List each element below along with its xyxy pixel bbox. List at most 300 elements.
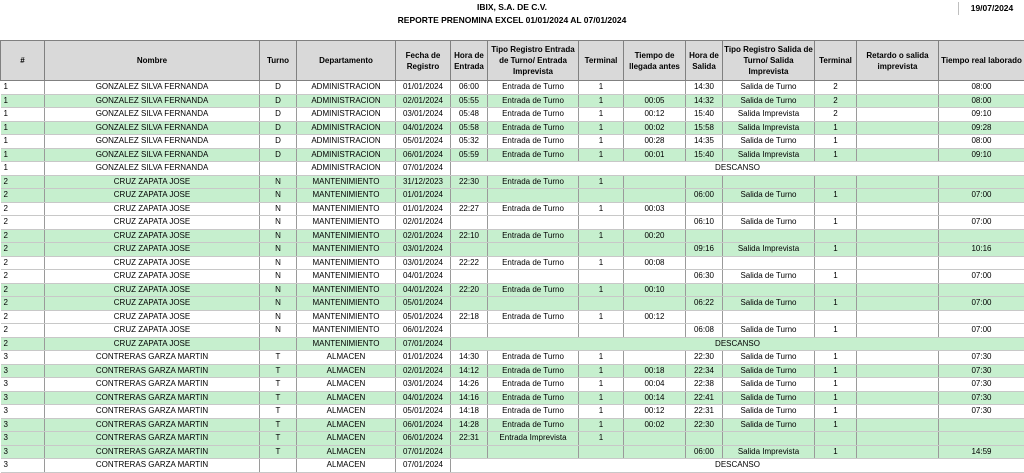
table-cell[interactable]: Salida Imprevista xyxy=(723,121,815,135)
table-cell[interactable]: 07/01/2024 xyxy=(396,459,451,473)
table-cell[interactable]: 1 xyxy=(579,135,624,149)
table-cell[interactable]: 07:00 xyxy=(939,324,1024,338)
table-cell[interactable]: 22:31 xyxy=(686,405,723,419)
table-cell[interactable]: 1 xyxy=(1,108,45,122)
table-cell[interactable]: 05:32 xyxy=(451,135,488,149)
table-cell[interactable]: 1 xyxy=(815,391,857,405)
table-cell[interactable]: 09:10 xyxy=(939,148,1024,162)
table-cell[interactable] xyxy=(939,229,1024,243)
table-cell[interactable]: 07:30 xyxy=(939,351,1024,365)
table-cell[interactable]: D xyxy=(260,121,297,135)
table-cell[interactable]: N xyxy=(260,324,297,338)
table-cell[interactable]: CRUZ ZAPATA JOSE xyxy=(45,256,260,270)
table-cell[interactable]: CRUZ ZAPATA JOSE xyxy=(45,216,260,230)
table-cell[interactable]: N xyxy=(260,256,297,270)
table-cell[interactable]: Salida de Turno xyxy=(723,378,815,392)
column-header[interactable]: Terminal xyxy=(579,41,624,81)
table-cell[interactable]: D xyxy=(260,148,297,162)
table-cell[interactable]: 1 xyxy=(579,310,624,324)
table-cell[interactable]: 03/01/2024 xyxy=(396,378,451,392)
table-cell[interactable]: MANTENIMIENTO xyxy=(297,337,396,351)
table-cell[interactable]: N xyxy=(260,202,297,216)
table-cell[interactable]: N xyxy=(260,310,297,324)
table-cell[interactable]: 3 xyxy=(1,351,45,365)
table-cell[interactable] xyxy=(857,391,939,405)
table-cell[interactable]: 1 xyxy=(579,108,624,122)
table-cell[interactable]: CONTRERAS GARZA MARTIN xyxy=(45,405,260,419)
column-header[interactable]: Turno xyxy=(260,41,297,81)
table-cell[interactable]: 14:32 xyxy=(686,94,723,108)
table-cell[interactable] xyxy=(451,324,488,338)
table-cell[interactable]: 15:40 xyxy=(686,108,723,122)
table-cell[interactable]: 2 xyxy=(1,270,45,284)
table-cell[interactable]: GONZALEZ SILVA FERNANDA xyxy=(45,121,260,135)
table-cell[interactable]: 07:00 xyxy=(939,270,1024,284)
table-cell[interactable] xyxy=(939,432,1024,446)
column-header[interactable]: # xyxy=(1,41,45,81)
table-cell[interactable]: 07/01/2024 xyxy=(396,445,451,459)
table-cell[interactable]: CONTRERAS GARZA MARTIN xyxy=(45,391,260,405)
table-cell[interactable]: Entrada de Turno xyxy=(488,310,579,324)
table-cell[interactable]: 1 xyxy=(815,189,857,203)
table-cell[interactable]: CRUZ ZAPATA JOSE xyxy=(45,202,260,216)
table-cell[interactable]: N xyxy=(260,297,297,311)
table-cell[interactable]: 1 xyxy=(815,243,857,257)
table-cell[interactable]: CRUZ ZAPATA JOSE xyxy=(45,310,260,324)
table-cell[interactable]: 03/01/2024 xyxy=(396,243,451,257)
table-cell[interactable]: Entrada de Turno xyxy=(488,256,579,270)
table-cell[interactable]: Salida Imprevista xyxy=(723,445,815,459)
table-cell[interactable]: 2 xyxy=(1,310,45,324)
table-cell[interactable]: 2 xyxy=(1,283,45,297)
table-cell[interactable] xyxy=(723,256,815,270)
table-cell[interactable]: T xyxy=(260,351,297,365)
table-cell[interactable]: ALMACEN xyxy=(297,432,396,446)
table-cell[interactable]: 2 xyxy=(1,216,45,230)
table-cell[interactable]: GONZALEZ SILVA FERNANDA xyxy=(45,148,260,162)
table-cell[interactable]: 06/01/2024 xyxy=(396,324,451,338)
table-cell[interactable]: 2 xyxy=(1,202,45,216)
table-cell[interactable]: 1 xyxy=(579,418,624,432)
table-cell[interactable]: 1 xyxy=(579,391,624,405)
table-cell[interactable]: 1 xyxy=(1,162,45,176)
table-cell[interactable]: 1 xyxy=(815,216,857,230)
table-cell[interactable]: CRUZ ZAPATA JOSE xyxy=(45,175,260,189)
table-cell[interactable]: T xyxy=(260,364,297,378)
table-cell[interactable]: D xyxy=(260,81,297,95)
table-cell[interactable]: CRUZ ZAPATA JOSE xyxy=(45,297,260,311)
table-cell[interactable] xyxy=(857,364,939,378)
table-cell[interactable] xyxy=(260,337,297,351)
table-cell[interactable]: 14:30 xyxy=(451,351,488,365)
table-cell[interactable]: D xyxy=(260,108,297,122)
table-cell[interactable]: 1 xyxy=(579,405,624,419)
table-cell[interactable]: 3 xyxy=(1,418,45,432)
table-cell[interactable] xyxy=(857,256,939,270)
table-cell[interactable]: 2 xyxy=(1,189,45,203)
table-cell[interactable]: Salida Imprevista xyxy=(723,108,815,122)
table-cell[interactable] xyxy=(579,445,624,459)
table-cell[interactable]: Salida de Turno xyxy=(723,364,815,378)
table-cell[interactable] xyxy=(857,229,939,243)
table-cell[interactable]: 06:00 xyxy=(686,445,723,459)
table-cell[interactable] xyxy=(723,229,815,243)
table-cell[interactable]: 1 xyxy=(579,94,624,108)
table-cell[interactable]: 02/01/2024 xyxy=(396,216,451,230)
table-cell[interactable]: CRUZ ZAPATA JOSE xyxy=(45,189,260,203)
table-cell[interactable]: ADMINISTRACION xyxy=(297,81,396,95)
table-cell[interactable]: 1 xyxy=(815,297,857,311)
table-cell[interactable] xyxy=(939,256,1024,270)
column-header[interactable]: Fecha de Registro xyxy=(396,41,451,81)
table-cell[interactable]: 14:59 xyxy=(939,445,1024,459)
table-cell[interactable]: Salida Imprevista xyxy=(723,243,815,257)
table-cell[interactable]: 1 xyxy=(579,121,624,135)
table-cell[interactable]: 1 xyxy=(579,378,624,392)
table-cell[interactable]: 1 xyxy=(579,256,624,270)
table-cell[interactable]: 22:22 xyxy=(451,256,488,270)
table-cell[interactable]: MANTENIMIENTO xyxy=(297,283,396,297)
table-cell[interactable]: D xyxy=(260,135,297,149)
table-cell[interactable] xyxy=(686,283,723,297)
table-cell[interactable] xyxy=(624,324,686,338)
table-cell[interactable]: 3 xyxy=(1,405,45,419)
table-cell[interactable]: Salida de Turno xyxy=(723,418,815,432)
table-cell[interactable]: Entrada de Turno xyxy=(488,135,579,149)
table-cell[interactable]: 1 xyxy=(815,445,857,459)
table-cell[interactable]: Entrada de Turno xyxy=(488,108,579,122)
table-cell[interactable]: 00:14 xyxy=(624,391,686,405)
table-cell[interactable] xyxy=(488,216,579,230)
table-cell[interactable]: 2 xyxy=(1,337,45,351)
table-cell[interactable]: MANTENIMIENTO xyxy=(297,324,396,338)
table-cell[interactable]: Entrada de Turno xyxy=(488,229,579,243)
table-cell[interactable]: 08:00 xyxy=(939,81,1024,95)
table-cell[interactable]: ADMINISTRACION xyxy=(297,121,396,135)
table-cell[interactable]: 06/01/2024 xyxy=(396,418,451,432)
table-cell[interactable]: CRUZ ZAPATA JOSE xyxy=(45,324,260,338)
table-cell[interactable] xyxy=(624,175,686,189)
table-cell[interactable] xyxy=(260,459,297,473)
table-cell[interactable] xyxy=(624,297,686,311)
table-cell[interactable] xyxy=(624,270,686,284)
table-cell[interactable]: Salida de Turno xyxy=(723,351,815,365)
table-cell[interactable] xyxy=(857,297,939,311)
table-cell[interactable] xyxy=(857,135,939,149)
table-cell[interactable] xyxy=(686,310,723,324)
column-header[interactable]: Nombre xyxy=(45,41,260,81)
table-cell[interactable]: 1 xyxy=(1,94,45,108)
table-cell[interactable]: Salida de Turno xyxy=(723,216,815,230)
table-cell[interactable]: 1 xyxy=(579,175,624,189)
table-cell[interactable]: 00:12 xyxy=(624,108,686,122)
table-cell[interactable]: Entrada de Turno xyxy=(488,283,579,297)
table-cell[interactable]: 2 xyxy=(1,243,45,257)
table-cell[interactable]: DESCANSO xyxy=(451,162,1024,176)
table-cell[interactable]: 1 xyxy=(1,135,45,149)
table-cell[interactable]: 07:00 xyxy=(939,216,1024,230)
table-cell[interactable] xyxy=(857,270,939,284)
table-cell[interactable] xyxy=(488,189,579,203)
table-cell[interactable]: 22:18 xyxy=(451,310,488,324)
table-cell[interactable] xyxy=(939,310,1024,324)
table-cell[interactable] xyxy=(939,283,1024,297)
column-header[interactable]: Tipo Registro Entrada de Turno/ Entrada Imprevista xyxy=(488,41,579,81)
table-cell[interactable]: 06:30 xyxy=(686,270,723,284)
table-cell[interactable] xyxy=(451,189,488,203)
table-cell[interactable] xyxy=(579,189,624,203)
table-cell[interactable]: 2 xyxy=(815,81,857,95)
table-cell[interactable] xyxy=(857,432,939,446)
table-cell[interactable]: 1 xyxy=(815,405,857,419)
table-cell[interactable] xyxy=(815,432,857,446)
table-cell[interactable]: 1 xyxy=(579,81,624,95)
table-cell[interactable]: 1 xyxy=(579,202,624,216)
table-cell[interactable] xyxy=(857,81,939,95)
table-cell[interactable]: Salida de Turno xyxy=(723,189,815,203)
table-cell[interactable]: 07:30 xyxy=(939,364,1024,378)
table-cell[interactable]: 22:34 xyxy=(686,364,723,378)
table-cell[interactable]: 2 xyxy=(1,297,45,311)
table-cell[interactable]: GONZALEZ SILVA FERNANDA xyxy=(45,94,260,108)
table-cell[interactable]: 00:12 xyxy=(624,405,686,419)
table-cell[interactable]: 1 xyxy=(815,121,857,135)
table-cell[interactable]: 1 xyxy=(1,81,45,95)
table-cell[interactable]: ADMINISTRACION xyxy=(297,94,396,108)
table-cell[interactable]: Entrada de Turno xyxy=(488,81,579,95)
table-cell[interactable]: Entrada de Turno xyxy=(488,351,579,365)
table-cell[interactable]: Entrada de Turno xyxy=(488,175,579,189)
table-cell[interactable]: ALMACEN xyxy=(297,418,396,432)
table-cell[interactable] xyxy=(857,310,939,324)
table-cell[interactable] xyxy=(579,216,624,230)
table-cell[interactable] xyxy=(857,189,939,203)
table-cell[interactable]: 1 xyxy=(815,148,857,162)
table-cell[interactable]: 15:58 xyxy=(686,121,723,135)
table-cell[interactable] xyxy=(857,108,939,122)
table-cell[interactable]: MANTENIMIENTO xyxy=(297,270,396,284)
table-cell[interactable]: Entrada de Turno xyxy=(488,94,579,108)
table-cell[interactable]: N xyxy=(260,229,297,243)
table-cell[interactable]: 05:55 xyxy=(451,94,488,108)
table-cell[interactable] xyxy=(939,175,1024,189)
column-header[interactable]: Hora de Entrada xyxy=(451,41,488,81)
table-cell[interactable]: MANTENIMIENTO xyxy=(297,297,396,311)
table-cell[interactable]: Salida de Turno xyxy=(723,81,815,95)
table-cell[interactable] xyxy=(857,405,939,419)
table-cell[interactable]: 00:12 xyxy=(624,310,686,324)
table-cell[interactable]: N xyxy=(260,189,297,203)
table-cell[interactable] xyxy=(579,324,624,338)
table-cell[interactable] xyxy=(723,283,815,297)
table-cell[interactable]: Salida de Turno xyxy=(723,297,815,311)
table-cell[interactable]: T xyxy=(260,418,297,432)
table-cell[interactable] xyxy=(723,175,815,189)
table-cell[interactable] xyxy=(624,243,686,257)
table-cell[interactable] xyxy=(488,445,579,459)
table-cell[interactable]: ALMACEN xyxy=(297,391,396,405)
table-cell[interactable]: T xyxy=(260,405,297,419)
table-cell[interactable]: 00:01 xyxy=(624,148,686,162)
table-cell[interactable]: 22:30 xyxy=(686,418,723,432)
table-cell[interactable] xyxy=(857,148,939,162)
table-cell[interactable]: 08:00 xyxy=(939,135,1024,149)
table-cell[interactable]: 00:10 xyxy=(624,283,686,297)
table-cell[interactable]: 06/01/2024 xyxy=(396,148,451,162)
table-cell[interactable]: MANTENIMIENTO xyxy=(297,229,396,243)
table-cell[interactable]: 2 xyxy=(815,94,857,108)
table-cell[interactable] xyxy=(624,351,686,365)
table-cell[interactable]: 05/01/2024 xyxy=(396,135,451,149)
table-cell[interactable]: 22:30 xyxy=(451,175,488,189)
table-cell[interactable]: 06:10 xyxy=(686,216,723,230)
table-cell[interactable]: 02/01/2024 xyxy=(396,364,451,378)
table-cell[interactable]: 2 xyxy=(1,324,45,338)
table-cell[interactable]: 00:20 xyxy=(624,229,686,243)
table-cell[interactable] xyxy=(857,202,939,216)
table-cell[interactable]: N xyxy=(260,216,297,230)
table-cell[interactable]: 05/01/2024 xyxy=(396,405,451,419)
table-cell[interactable] xyxy=(857,121,939,135)
table-cell[interactable]: MANTENIMIENTO xyxy=(297,256,396,270)
table-cell[interactable]: GONZALEZ SILVA FERNANDA xyxy=(45,162,260,176)
table-cell[interactable]: Salida de Turno xyxy=(723,324,815,338)
table-cell[interactable]: 00:04 xyxy=(624,378,686,392)
table-cell[interactable] xyxy=(857,445,939,459)
table-cell[interactable]: 14:28 xyxy=(451,418,488,432)
table-cell[interactable] xyxy=(723,310,815,324)
table-cell[interactable] xyxy=(451,445,488,459)
table-cell[interactable]: 07:00 xyxy=(939,189,1024,203)
table-cell[interactable]: 2 xyxy=(1,256,45,270)
table-cell[interactable]: Entrada de Turno xyxy=(488,202,579,216)
table-cell[interactable]: 06:00 xyxy=(451,81,488,95)
table-cell[interactable]: GONZALEZ SILVA FERNANDA xyxy=(45,108,260,122)
table-cell[interactable]: 22:10 xyxy=(451,229,488,243)
table-cell[interactable]: 22:20 xyxy=(451,283,488,297)
table-cell[interactable] xyxy=(815,283,857,297)
table-cell[interactable] xyxy=(624,81,686,95)
table-cell[interactable]: 00:18 xyxy=(624,364,686,378)
table-cell[interactable]: 03/01/2024 xyxy=(396,108,451,122)
table-cell[interactable]: 1 xyxy=(579,283,624,297)
table-cell[interactable]: Entrada de Turno xyxy=(488,364,579,378)
table-cell[interactable]: 31/12/2023 xyxy=(396,175,451,189)
table-cell[interactable] xyxy=(686,175,723,189)
table-cell[interactable]: 00:02 xyxy=(624,418,686,432)
table-cell[interactable] xyxy=(815,202,857,216)
column-header[interactable]: Retardo o salida imprevista xyxy=(857,41,939,81)
table-cell[interactable] xyxy=(488,324,579,338)
table-cell[interactable]: 00:05 xyxy=(624,94,686,108)
table-cell[interactable] xyxy=(939,418,1024,432)
table-cell[interactable]: 06:00 xyxy=(686,189,723,203)
table-cell[interactable]: 1 xyxy=(815,270,857,284)
table-cell[interactable] xyxy=(624,216,686,230)
table-cell[interactable]: CONTRERAS GARZA MARTIN xyxy=(45,378,260,392)
table-cell[interactable]: 22:27 xyxy=(451,202,488,216)
table-cell[interactable] xyxy=(857,94,939,108)
table-cell[interactable] xyxy=(857,378,939,392)
table-cell[interactable]: ADMINISTRACION xyxy=(297,108,396,122)
table-cell[interactable]: 14:26 xyxy=(451,378,488,392)
table-cell[interactable] xyxy=(624,432,686,446)
table-cell[interactable]: 1 xyxy=(579,364,624,378)
table-cell[interactable]: 1 xyxy=(815,418,857,432)
table-cell[interactable]: MANTENIMIENTO xyxy=(297,175,396,189)
table-cell[interactable]: 2 xyxy=(815,108,857,122)
table-cell[interactable] xyxy=(451,270,488,284)
table-cell[interactable]: T xyxy=(260,378,297,392)
column-header[interactable]: Hora de Salida xyxy=(686,41,723,81)
table-cell[interactable]: T xyxy=(260,445,297,459)
table-cell[interactable]: 1 xyxy=(579,229,624,243)
table-cell[interactable]: 05:48 xyxy=(451,108,488,122)
table-cell[interactable]: CONTRERAS GARZA MARTIN xyxy=(45,432,260,446)
table-cell[interactable]: ALMACEN xyxy=(297,445,396,459)
table-cell[interactable]: N xyxy=(260,175,297,189)
table-cell[interactable]: D xyxy=(260,94,297,108)
table-cell[interactable] xyxy=(815,256,857,270)
column-header[interactable]: Tipo Registro Salida de Turno/ Salida Imprevista xyxy=(723,41,815,81)
table-cell[interactable]: 09:28 xyxy=(939,121,1024,135)
table-cell[interactable]: CRUZ ZAPATA JOSE xyxy=(45,229,260,243)
table-cell[interactable]: 01/01/2024 xyxy=(396,189,451,203)
table-cell[interactable]: 2 xyxy=(1,229,45,243)
table-cell[interactable]: Entrada de Turno xyxy=(488,418,579,432)
table-cell[interactable]: 01/01/2024 xyxy=(396,351,451,365)
table-cell[interactable]: 04/01/2024 xyxy=(396,391,451,405)
column-header[interactable]: Tiempo real laborado xyxy=(939,41,1024,81)
table-cell[interactable]: 22:38 xyxy=(686,378,723,392)
table-cell[interactable]: CONTRERAS GARZA MARTIN xyxy=(45,418,260,432)
table-cell[interactable] xyxy=(624,189,686,203)
table-cell[interactable]: 05/01/2024 xyxy=(396,310,451,324)
table-cell[interactable]: CONTRERAS GARZA MARTIN xyxy=(45,459,260,473)
table-cell[interactable] xyxy=(857,351,939,365)
table-cell[interactable]: 05:59 xyxy=(451,148,488,162)
table-cell[interactable]: MANTENIMIENTO xyxy=(297,189,396,203)
table-cell[interactable]: Entrada de Turno xyxy=(488,391,579,405)
table-cell[interactable]: DESCANSO xyxy=(451,337,1024,351)
table-cell[interactable]: 09:16 xyxy=(686,243,723,257)
table-cell[interactable] xyxy=(488,243,579,257)
table-cell[interactable]: 05/01/2024 xyxy=(396,297,451,311)
table-cell[interactable]: 3 xyxy=(1,391,45,405)
table-cell[interactable]: Entrada de Turno xyxy=(488,405,579,419)
table-cell[interactable]: Salida de Turno xyxy=(723,391,815,405)
table-cell[interactable]: MANTENIMIENTO xyxy=(297,243,396,257)
table-cell[interactable] xyxy=(815,229,857,243)
table-cell[interactable]: 14:35 xyxy=(686,135,723,149)
table-cell[interactable]: 3 xyxy=(1,445,45,459)
table-cell[interactable]: 08:00 xyxy=(939,94,1024,108)
table-cell[interactable]: 07:00 xyxy=(939,297,1024,311)
table-cell[interactable]: DESCANSO xyxy=(451,459,1024,473)
table-cell[interactable]: CRUZ ZAPATA JOSE xyxy=(45,337,260,351)
table-cell[interactable]: Salida de Turno xyxy=(723,270,815,284)
table-cell[interactable] xyxy=(723,202,815,216)
table-cell[interactable]: 07:30 xyxy=(939,391,1024,405)
table-cell[interactable]: Salida de Turno xyxy=(723,94,815,108)
table-cell[interactable]: N xyxy=(260,270,297,284)
table-cell[interactable]: 1 xyxy=(1,148,45,162)
table-cell[interactable]: 22:30 xyxy=(686,351,723,365)
table-cell[interactable] xyxy=(857,324,939,338)
table-cell[interactable]: CRUZ ZAPATA JOSE xyxy=(45,243,260,257)
table-cell[interactable]: ADMINISTRACION xyxy=(297,162,396,176)
table-cell[interactable]: CONTRERAS GARZA MARTIN xyxy=(45,445,260,459)
